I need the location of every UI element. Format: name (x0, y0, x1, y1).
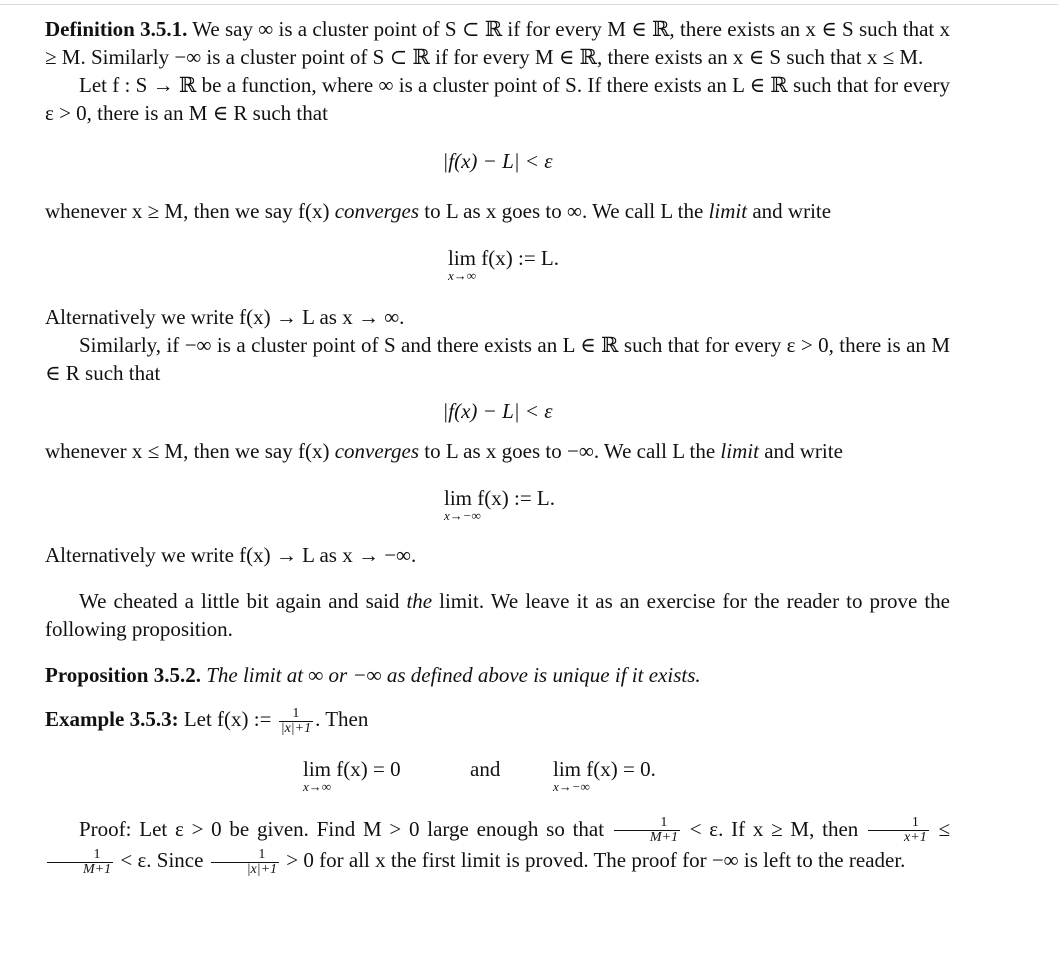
limit-subscript: x→∞ (448, 268, 477, 283)
limit-expression: lim f(x) = 0. x→−∞ (553, 756, 656, 794)
alternative-paragraph-2: Alternatively we write f(x) → L as x → −∞. (45, 543, 417, 567)
term-limit: limit (708, 199, 748, 223)
fraction: $\frac{1}{M+1}$ (614, 816, 680, 845)
similarly-paragraph: Similarly, if −∞ is a cluster point of S and there exists an L ∈ ℝ such that for every ε > 0, there is an M ∈ R such that (45, 333, 950, 385)
document-page (45, 12, 950, 877)
term-the: the (406, 589, 433, 613)
top-rule (0, 4, 1058, 5)
proof-paragraph: Proof: Let ε > 0 be given. Find M > 0 large enough so that $\frac{1}{M+1}$ < ε. If x ≥ M, then $\frac{1}{x+1}$ ≤ $\frac{1}{M+1}$ < ε. Since $\frac{1}{|x|+1}$ > 0 for all x the first limit is proved. The proof for −∞ is left to the reader. (45, 814, 950, 877)
example-paragraph: Example 3.5.3: Let f(x) := $\frac{1}{|x|+1}$ . Then (45, 705, 369, 736)
equation-epsilon-1: |f(x) − L| < ε (442, 149, 553, 173)
definition-paragraph (45, 15, 950, 71)
limit-display-1 (45, 247, 950, 289)
converges-paragraph-1: whenever x ≥ M, then we say f(x) converges to L as x goes to ∞. We call L the limit and write (45, 199, 832, 223)
limit-expression: lim f(x) := L. x→∞ (448, 246, 559, 283)
alternative-paragraph-1: Alternatively we write f(x) → L as x → ∞. (45, 305, 405, 329)
definition-function-paragraph: Let f : S → ℝ be a function, where ∞ is a cluster point of S. If there exists an L ∈ ℝ such that for every ε > 0, there is an M ∈ R such that (45, 73, 950, 125)
limit-expression: lim f(x) = 0 x→∞ (303, 756, 401, 794)
example-limits-display (45, 758, 950, 802)
equation-epsilon-2: |f(x) − L| < ε (442, 399, 553, 423)
limit-subscript: x→−∞ (444, 508, 481, 523)
proposition-paragraph (45, 661, 950, 689)
fraction: $\frac{1}{|x|+1}$ (280, 705, 312, 736)
term-converges: converges (334, 199, 420, 223)
remark-paragraph: We cheated a little bit again and said the limit. We leave it as an exercise for the reader to prove the following proposition. (45, 589, 950, 641)
limit-display-2 (45, 487, 950, 529)
definition-text: We say ∞ is a cluster point of S ⊂ ℝ if for every M ∈ ℝ, there exists an x ∈ S such that x ≥ M. Similarly −∞ is a cluster point of S ⊂ ℝ if for every M ∈ ℝ, there exists an x ∈ S such that x ≤ M. (45, 17, 951, 69)
converges-paragraph-2: whenever x ≤ M, then we say f(x) converges to L as x goes to −∞. We call L the limit and write (45, 439, 843, 463)
proposition-text: The limit at ∞ or −∞ as defined above is unique if it exists. (200, 663, 701, 687)
proposition-label: Proposition 3.5.2. (45, 663, 201, 687)
fraction: $\frac{1}{M+1}$ (47, 848, 113, 877)
fraction: $\frac{1}{x+1}$ (868, 816, 929, 845)
fraction: $\frac{1}{|x|+1}$ (211, 848, 279, 877)
example-label: Example 3.5.3: (45, 707, 179, 731)
limit-subscript: x→−∞ (553, 778, 590, 794)
limit-expression: lim f(x) := L. x→−∞ (444, 486, 555, 523)
limit-subscript: x→∞ (303, 778, 332, 794)
and-word: and (470, 756, 501, 781)
term-limit: limit (720, 439, 759, 463)
term-converges: converges (334, 439, 420, 463)
definition-label: Definition 3.5.1. (45, 17, 188, 41)
